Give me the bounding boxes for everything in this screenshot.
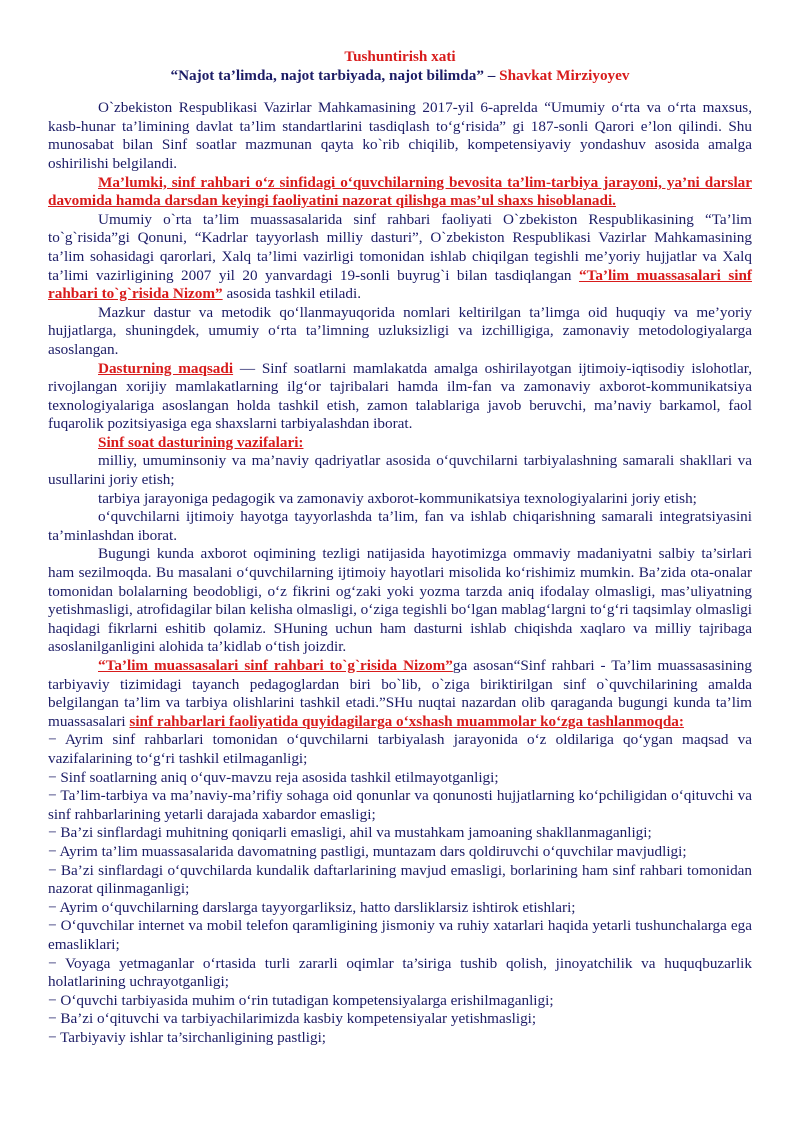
problem-item: − Ayrim o‘quvchilarning darslarga tayyorgarliksiz, hatto darsliklarsiz ishtirok etishlari; <box>48 898 576 916</box>
problem-item: − Ayrim ta’lim muassasalarida davomatning pastligi, muntazam dars qoldiruvchi o‘quvchilar mavjudligi; <box>48 842 687 860</box>
goal-text: — Sinf soatlarni mamlakatda amalga oshirilayotgan ijtimoiy-iqtisodiy islohotlar, rivojlangan xorijiy mamlakatlarning ilg‘or tajribalari hamda ilm-fan va zamonaviy axborot-kommunikatsiya texnologiyalariga asoslangan holda tashkil etish, zamon talablariga javob beruvchi, ma’naviy barkamol, faol fuqarolik pozitsiyasiga ega shaxslarni tarbiyalashdan iborat. <box>48 359 752 433</box>
task-item-3: o‘quvchilarni ijtimoiy hayotga tayyorlashda ta’lim, fan va ishlab chiqarishning samarali integratsiyasini ta’minlashdan iborat. <box>48 508 752 544</box>
problem-item: − Ta’lim-tarbiya va ma’naviy-ma’rifiy sohaga oid qonunlar va qonunosti hujjatlarning ko‘pchiligidan o‘qituvchi va sinf rahbarlarining yetarli darajada xabardor emasligi; <box>48 787 752 823</box>
problems-heading: sinf rahbarlari faoliyatida quyidagilarga o‘xshash muammolar ko‘zga tashlanmoqda: <box>129 712 684 730</box>
problem-item: − O‘quvchilar internet va mobil telefon qaramligining jismoniy va ruhiy xatarlari haqida yetarli tushunchalarga ega emasliklari; <box>48 917 752 953</box>
nizom-title-2: “Ta’lim muassasalari sinf rahbari to`g`risida Nizom” <box>98 657 453 674</box>
document-title: Tushuntirish xati <box>344 48 456 65</box>
paragraph-nizom-definition <box>48 657 752 731</box>
task-item-1: milliy, umuminsoniy va ma’naviy qadriyatlar asosida o‘quvchilarni tarbiyalashning samarali shakllari va usullarini joriy etish; <box>48 452 752 489</box>
tasks-heading: Sinf soat dasturining vazifalari: <box>98 433 304 451</box>
problem-item: − Ayrim sinf rahbarlari tomonidan o‘quvchilarni tarbiyalash jarayonida o‘z oldilariga qo‘ygan maqsad va vazifalarining to‘g‘ri tashkil etilmaganligi; <box>48 731 752 767</box>
motto-quote: “Najot ta’limda, najot tarbiyada, najot bilimda” – <box>170 66 496 84</box>
task-item-2: tarbiya jarayoniga pedagogik va zamonaviy axborot-kommunikatsiya texnologiyalarini joriy etish; <box>98 489 697 507</box>
paragraph-information-flow: Bugungi kunda axborot oqimining tezligi natijasida hayotimizga ommaviy madaniyatni salbiy ta’sirlari ham sezilmoqda. Bu masalani o‘quvchilarning ijtimoiy hayotlari misolida ko‘rishimiz mumkin. Ba’zida ota-onalar tomonidan bolalarning beodobligi, o‘z fikrini og‘zaki yoki yozma tarzda aniq ifodalay olmasligi, mas’uliyatning yetishmasligi, atrofidagilar bilan kelisha olmasligi, o‘ziga tegishli bo‘lgan mablag‘largni to‘g‘ri taqsimlay olmasligi haqidagi fikrlarni eshitib qolamiz. SHuning uchun ham dasturni ishlab chiqishda xaqlaro va milliy tajribaga asoslanilganligini alohida ta’kidlab o‘tish joizdir. <box>48 545 752 656</box>
document-page <box>48 48 752 1047</box>
spacer <box>48 85 752 99</box>
problem-item: − Ba’zi sinflardagi o‘quvchilarda kundalik daftarlarining mavjud emasligi, borlarining ham sinf rahbari tomonidan nazorat qilinmaganligi; <box>48 861 752 898</box>
paragraph-legal-basis <box>48 211 752 304</box>
motto-author: Shavkat Mirziyoyev <box>495 66 630 84</box>
goal-heading: Dasturning maqsadi <box>98 359 234 377</box>
problem-item: − Tarbiyaviy ishlar ta’sirchanligining pastligi; <box>48 1028 327 1046</box>
legal-basis-end: asosida tashkil etiladi. <box>222 285 361 303</box>
problem-item: − O‘quvchi tarbiyasida muhim o‘rin tutadigan kompetensiyalarga erishilmaganligi; <box>48 991 554 1009</box>
paragraph-goal <box>48 360 752 434</box>
problem-item: − Sinf soatlarning aniq o‘quv-mavzu reja asosida tashkil etilmayotganligi; <box>48 768 499 786</box>
legal-basis-text: Umumiy o`rta ta’lim muassasalarida sinf rahbari faoliyati O`zbekiston Respublikasining “Ta’lim to`g`risida”gi Qonuni, “Kadrlar tayyorlash milliy dasturi”, O`zbekiston Respublikasi Vazirlar Mahkamasining ta’lim sohasidagi qarorlari, Xalq ta’limi vazirligi tomonidan ishlab chiqilgan tegishli me’yoriy hujjatlar va Xalq ta’limi vazirligining 2007 yil 20 yanvardagi 19-sonli buyrug`i bilan tasdiqlangan <box>48 210 752 284</box>
problem-item: − Ba’zi o‘qituvchi va tarbiyachilarimizda kasbiy kompetensiyalar yetishmasligi; <box>48 1010 537 1028</box>
problem-item: − Voyaga yetmaganlar o‘rtasida turli zararli oqimlar ta’siriga tushib qolish, jinoyatchilik va huquqbuzarlik holatlarining uchrayotganligi; <box>48 954 752 991</box>
nizom-definition-text: ga asosan“Sinf rahbari - Ta’lim muassasasining tarbiyaviy tizimidagi tayanch pedagoglardan biri bo`lib, o`ziga biriktirilgan sinf o`quvchilarining amalda belgilangan ta’lim va tarbiya olishlarini tashkil etadi.”SHu nuqtai nazardan olib qaraganda bugungi kunda ta’lim muassasalari <box>48 657 752 730</box>
paragraph-class-teacher-role: Ma’lumki, sinf rahbari o‘z sinfidagi o‘quvchilarning bevosita ta’lim-tarbiya jarayoni, ya’ni darslar davomida hamda darsdan keyingi faoliyatini nazorat qilishga mas’ul shaxs hisoblanadi. <box>48 173 752 210</box>
motto <box>48 67 752 86</box>
paragraph-methodology: Mazkur dastur va metodik qo‘llanmayuqorida nomlari keltirilgan ta’limga oid huquqiy va me’yoriy hujjatlarga, shuningdek, umumiy o‘rta ta’limning uzluksizligi va izchilligiga, zamonaviy metodologiyalarga asoslangan. <box>48 303 752 358</box>
paragraph-intro: O`zbekiston Respublikasi Vazirlar Mahkamasining 2017-yil 6-aprelda “Umumiy o‘rta va o‘rta maxsus, kasb-hunar ta’limining davlat ta’lim standartlarini tasdiqlash to‘g‘risida” gi 187-sonli Qarori e’lon qilindi. Shu munosabat bilan Sinf soatlar mazmunan qayta ko`rib chiqilib, kompetensiyaviy yondashuv asosida amalga oshirilishi belgilandi. <box>48 99 752 172</box>
problem-item: − Ba’zi sinflardagi muhitning qoniqarli emasligi, ahil va mustahkam jamoaning shakllanmaganligi; <box>48 824 652 842</box>
nizom-title: “Ta’lim muassasalari sinf rahbari to`g`risida Nizom” <box>48 266 752 303</box>
